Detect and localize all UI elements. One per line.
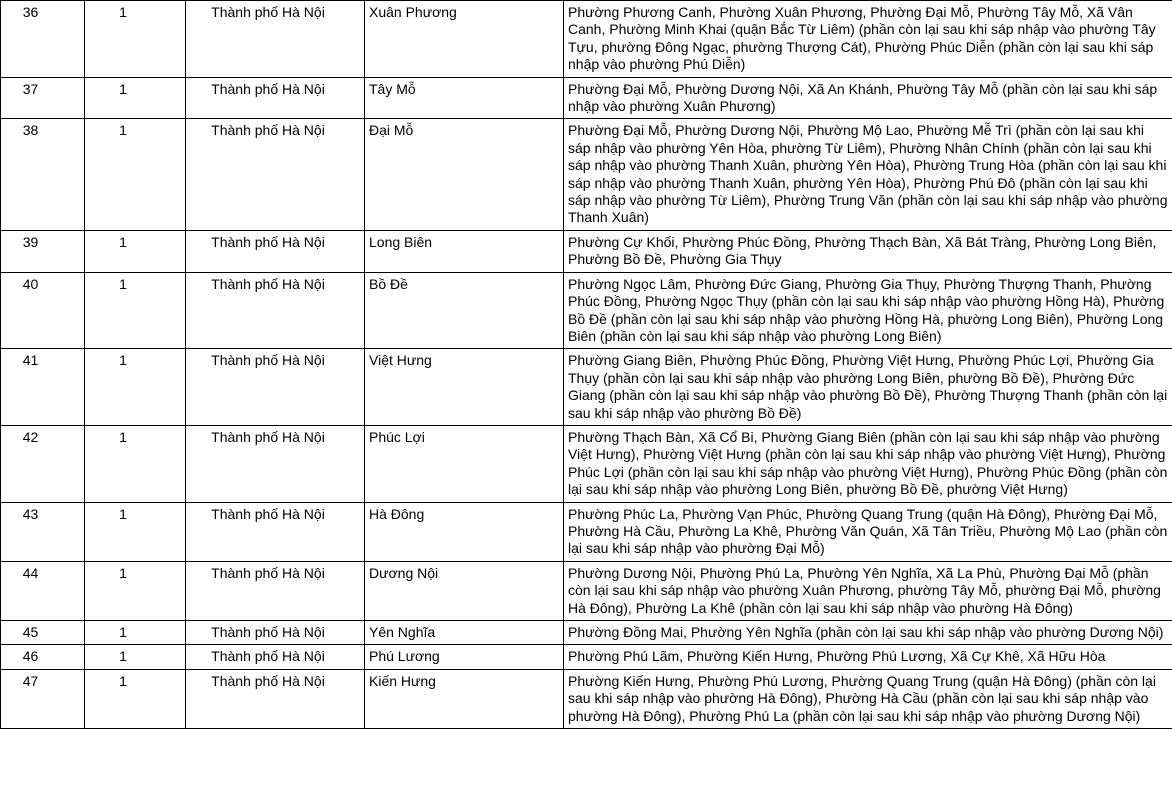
new-ward-name-cell: Yên Nghĩa — [365, 621, 564, 645]
new-ward-name-cell: Hà Đông — [365, 502, 564, 561]
new-ward-name-cell: Tây Mỗ — [365, 77, 564, 119]
unit-type-cell: 1 — [85, 349, 186, 426]
table-row — [1, 669, 1172, 728]
merged-units-cell: Phường Phương Canh, Phường Xuân Phương, Phường Đại Mỗ, Phường Tây Mỗ, Xã Vân Canh, Phường Minh Khai (quận Bắc Từ Liêm) (phần còn lại sau khi sáp nhập vào phường Tây Tựu, phường Đông Ngạc, phường Thượng Cát), Phường Phúc Diễn (phần còn lại sau khi sáp nhập vào phường Phú Diễn) — [564, 1, 1172, 78]
province-cell: Thành phố Hà Nội — [186, 230, 365, 272]
new-ward-name-cell: Xuân Phương — [365, 1, 564, 78]
unit-type-cell: 1 — [85, 645, 186, 669]
new-ward-name-cell: Đại Mỗ — [365, 119, 564, 230]
table-body — [1, 1, 1172, 729]
unit-type-cell: 1 — [85, 230, 186, 272]
table-row — [1, 77, 1172, 119]
row-number-cell: 41 — [1, 349, 85, 426]
unit-type-cell: 1 — [85, 1, 186, 78]
unit-type-cell: 1 — [85, 425, 186, 502]
unit-type-cell: 1 — [85, 669, 186, 728]
new-ward-name-cell: Long Biên — [365, 230, 564, 272]
new-ward-name-cell: Việt Hưng — [365, 349, 564, 426]
merged-units-cell: Phường Kiến Hưng, Phường Phú Lương, Phường Quang Trung (quận Hà Đông) (phần còn lại sau khi sáp nhập vào phường Hà Đông), Phường Hà Cầu (phần còn lại sau khi sáp nhập vào phường Hà Đông), Phường Phú La (phần còn lại sau khi sáp nhập vào phường Dương Nội) — [564, 669, 1172, 728]
row-number-cell: 40 — [1, 272, 85, 349]
table-row — [1, 272, 1172, 349]
row-number-cell: 44 — [1, 561, 85, 620]
table-row — [1, 349, 1172, 426]
table-row — [1, 1, 1172, 78]
province-cell: Thành phố Hà Nội — [186, 77, 365, 119]
row-number-cell: 45 — [1, 621, 85, 645]
province-cell: Thành phố Hà Nội — [186, 425, 365, 502]
province-cell: Thành phố Hà Nội — [186, 561, 365, 620]
province-cell: Thành phố Hà Nội — [186, 349, 365, 426]
row-number-cell: 39 — [1, 230, 85, 272]
province-cell: Thành phố Hà Nội — [186, 621, 365, 645]
table-row — [1, 425, 1172, 502]
table-row — [1, 119, 1172, 230]
merged-units-cell: Phường Đại Mỗ, Phường Dương Nội, Xã An Khánh, Phường Tây Mỗ (phần còn lại sau khi sáp nhập vào phường Xuân Phương) — [564, 77, 1172, 119]
merged-units-cell: Phường Cự Khối, Phường Phúc Đồng, Phường Thạch Bàn, Xã Bát Tràng, Phường Long Biên, Phường Bồ Đề, Phường Gia Thụy — [564, 230, 1172, 272]
merged-units-cell: Phường Giang Biên, Phường Phúc Đồng, Phường Việt Hưng, Phường Phúc Lợi, Phường Gia Thụy (phần còn lại sau khi sáp nhập vào phường Long Biên, phường Bồ Đề), Phường Đức Giang (phần còn lại sau khi sáp nhập vào phường Bồ Đề), Phường Thượng Thanh (phần còn lại sau khi sáp nhập vào phường Bồ Đề) — [564, 349, 1172, 426]
row-number-cell: 36 — [1, 1, 85, 78]
table-row — [1, 502, 1172, 561]
table-row — [1, 645, 1172, 669]
new-ward-name-cell: Dương Nội — [365, 561, 564, 620]
merged-units-cell: Phường Phúc La, Phường Vạn Phúc, Phường Quang Trung (quận Hà Đông), Phường Đại Mỗ, Phường Hà Cầu, Phường La Khê, Phường Văn Quán, Xã Tân Triều, Phường Mộ Lao (phần còn lại sau khi sáp nhập vào phường Đại Mỗ) — [564, 502, 1172, 561]
merged-units-cell: Phường Thạch Bàn, Xã Cổ Bi, Phường Giang Biên (phần còn lại sau khi sáp nhập vào phường Việt Hưng), Phường Việt Hưng (phần còn lại sau khi sáp nhập vào phường Việt Hưng), Phường Phúc Lợi (phần còn lại sau khi sáp nhập vào phường Việt Hưng), Phường Phúc Đồng (phần còn lại sau khi sáp nhập vào phường Long Biên, phường Bồ Đề, phường Việt Hưng) — [564, 425, 1172, 502]
unit-type-cell: 1 — [85, 561, 186, 620]
province-cell: Thành phố Hà Nội — [186, 272, 365, 349]
merged-units-cell: Phường Ngọc Lâm, Phường Đức Giang, Phường Gia Thụy, Phường Thượng Thanh, Phường Phúc Đồng, Phường Ngọc Thụy (phần còn lại sau khi sáp nhập vào phường Hồng Hà), Phường Bồ Đề (phần còn lại sau khi sáp nhập vào phường Hồng Hà, phường Long Biên), Phường Long Biên (phần còn lại sau khi sáp nhập vào phường Long Biên) — [564, 272, 1172, 349]
row-number-cell: 38 — [1, 119, 85, 230]
new-ward-name-cell: Kiến Hưng — [365, 669, 564, 728]
unit-type-cell: 1 — [85, 272, 186, 349]
row-number-cell: 42 — [1, 425, 85, 502]
merged-units-cell: Phường Đồng Mai, Phường Yên Nghĩa (phần còn lại sau khi sáp nhập vào phường Dương Nội) — [564, 621, 1172, 645]
table-row — [1, 621, 1172, 645]
province-cell: Thành phố Hà Nội — [186, 1, 365, 78]
row-number-cell: 46 — [1, 645, 85, 669]
unit-type-cell: 1 — [85, 119, 186, 230]
merged-units-cell: Phường Phú Lãm, Phường Kiến Hưng, Phường Phú Lương, Xã Cự Khê, Xã Hữu Hòa — [564, 645, 1172, 669]
row-number-cell: 37 — [1, 77, 85, 119]
row-number-cell: 43 — [1, 502, 85, 561]
table-row — [1, 230, 1172, 272]
unit-type-cell: 1 — [85, 502, 186, 561]
merged-units-cell: Phường Đại Mỗ, Phường Dương Nội, Phường Mộ Lao, Phường Mễ Trì (phần còn lại sau khi sáp nhập vào phường Yên Hòa, phường Từ Liêm), Phường Nhân Chính (phần còn lại sau khi sáp nhập vào phường Thanh Xuân, phường Yên Hòa), Phường Trung Hòa (phần còn lại sau khi sáp nhập vào phường Thanh Xuân, phường Yên Hòa), Phường Phú Đô (phần còn lại sau khi sáp nhập vào phường Từ Liêm), Phường Trung Văn (phần còn lại sau khi sáp nhập vào phường Thanh Xuân) — [564, 119, 1172, 230]
merged-units-cell: Phường Dương Nội, Phường Phú La, Phường Yên Nghĩa, Xã La Phù, Phường Đại Mỗ (phần còn lại sau khi sáp nhập vào phường Xuân Phương, phường Tây Mỗ, phường Đại Mỗ, phường Hà Đông), Phường La Khê (phần còn lại sau khi sáp nhập vào phường Hà Đông) — [564, 561, 1172, 620]
new-ward-name-cell: Phúc Lợi — [365, 425, 564, 502]
table-row — [1, 561, 1172, 620]
unit-type-cell: 1 — [85, 621, 186, 645]
province-cell: Thành phố Hà Nội — [186, 119, 365, 230]
new-ward-name-cell: Bồ Đề — [365, 272, 564, 349]
province-cell: Thành phố Hà Nội — [186, 502, 365, 561]
province-cell: Thành phố Hà Nội — [186, 645, 365, 669]
province-cell: Thành phố Hà Nội — [186, 669, 365, 728]
new-ward-name-cell: Phú Lương — [365, 645, 564, 669]
unit-type-cell: 1 — [85, 77, 186, 119]
row-number-cell: 47 — [1, 669, 85, 728]
